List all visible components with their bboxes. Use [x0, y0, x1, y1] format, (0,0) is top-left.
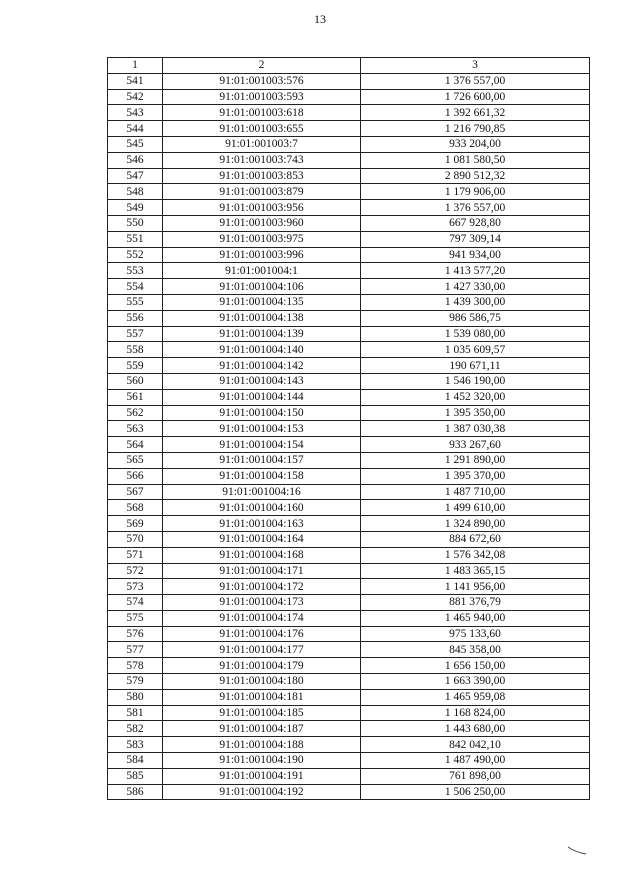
- value-cell: 797 309,14: [361, 231, 590, 247]
- row-number-cell: 554: [108, 279, 163, 295]
- table-row: [108, 721, 590, 737]
- row-number-cell: 546: [108, 152, 163, 168]
- table-row: [108, 215, 590, 231]
- value-cell: 1 465 940,00: [361, 610, 590, 626]
- row-number-cell: 562: [108, 405, 163, 421]
- table-row: [108, 452, 590, 468]
- table-row: [108, 753, 590, 769]
- page-number: 13: [314, 12, 326, 26]
- cadastral-number-cell: 91:01:001004:181: [163, 689, 361, 705]
- cadastral-number-cell: 91:01:001003:7: [163, 136, 361, 152]
- row-number-cell: 572: [108, 563, 163, 579]
- row-number-cell: 563: [108, 421, 163, 437]
- cadastral-number-cell: 91:01:001004:158: [163, 468, 361, 484]
- value-cell: 1 395 370,00: [361, 468, 590, 484]
- row-number-cell: 545: [108, 136, 163, 152]
- table-row: [108, 547, 590, 563]
- table-row: [108, 263, 590, 279]
- cadastral-number-cell: 91:01:001004:139: [163, 326, 361, 342]
- value-cell: 190 671,11: [361, 358, 590, 374]
- value-cell: 1 499 610,00: [361, 500, 590, 516]
- cadastral-number-cell: 91:01:001004:16: [163, 484, 361, 500]
- value-cell: 933 267,60: [361, 437, 590, 453]
- value-cell: 941 934,00: [361, 247, 590, 263]
- cadastral-number-cell: 91:01:001003:975: [163, 231, 361, 247]
- table-row: [108, 531, 590, 547]
- cadastral-number-cell: 91:01:001004:154: [163, 437, 361, 453]
- value-cell: 1 443 680,00: [361, 721, 590, 737]
- row-number-cell: 561: [108, 389, 163, 405]
- table-row: [108, 279, 590, 295]
- row-number-cell: 564: [108, 437, 163, 453]
- value-cell: 842 042,10: [361, 737, 590, 753]
- table-header: [108, 58, 590, 74]
- value-cell: 667 928,80: [361, 215, 590, 231]
- cadastral-number-cell: 91:01:001004:174: [163, 610, 361, 626]
- value-cell: 2 890 512,32: [361, 168, 590, 184]
- value-cell: 1 427 330,00: [361, 279, 590, 295]
- table-row: [108, 121, 590, 137]
- row-number-cell: 547: [108, 168, 163, 184]
- table-row: [108, 184, 590, 200]
- table-row: [108, 500, 590, 516]
- row-number-cell: 573: [108, 579, 163, 595]
- value-cell: 1 179 906,00: [361, 184, 590, 200]
- cadastral-number-cell: 91:01:001004:1: [163, 263, 361, 279]
- value-cell: 1 726 600,00: [361, 89, 590, 105]
- row-number-cell: 553: [108, 263, 163, 279]
- row-number-cell: 569: [108, 516, 163, 532]
- value-cell: 881 376,79: [361, 595, 590, 611]
- table-row: [108, 437, 590, 453]
- row-number-cell: 582: [108, 721, 163, 737]
- cadastral-number-cell: 91:01:001003:655: [163, 121, 361, 137]
- row-number-cell: 566: [108, 468, 163, 484]
- row-number-cell: 574: [108, 595, 163, 611]
- table-row: [108, 294, 590, 310]
- row-number-cell: 549: [108, 200, 163, 216]
- table-row: [108, 152, 590, 168]
- table-row: [108, 405, 590, 421]
- pen-mark-icon: [567, 846, 587, 856]
- table-row: [108, 768, 590, 784]
- table-row: [108, 136, 590, 152]
- value-cell: 1 141 956,00: [361, 579, 590, 595]
- value-cell: 1 452 320,00: [361, 389, 590, 405]
- cadastral-number-cell: 91:01:001004:185: [163, 705, 361, 721]
- row-number-cell: 550: [108, 215, 163, 231]
- row-number-cell: 570: [108, 531, 163, 547]
- table-row: [108, 342, 590, 358]
- cadastral-number-cell: 91:01:001004:106: [163, 279, 361, 295]
- value-cell: 1 465 959,08: [361, 689, 590, 705]
- value-cell: 1 291 890,00: [361, 452, 590, 468]
- table-row: [108, 373, 590, 389]
- value-cell: 845 358,00: [361, 642, 590, 658]
- table-row: [108, 247, 590, 263]
- row-number-cell: 565: [108, 452, 163, 468]
- table-row: [108, 358, 590, 374]
- row-number-cell: 585: [108, 768, 163, 784]
- row-number-cell: 586: [108, 784, 163, 800]
- cadastral-number-cell: 91:01:001004:143: [163, 373, 361, 389]
- value-cell: 975 133,60: [361, 626, 590, 642]
- cadastral-number-cell: 91:01:001004:160: [163, 500, 361, 516]
- row-number-cell: 580: [108, 689, 163, 705]
- column-header-1: 1: [108, 58, 163, 74]
- value-cell: 1 483 365,15: [361, 563, 590, 579]
- cadastral-number-cell: 91:01:001004:192: [163, 784, 361, 800]
- value-cell: 1 413 577,20: [361, 263, 590, 279]
- cadastral-number-cell: 91:01:001003:960: [163, 215, 361, 231]
- row-number-cell: 556: [108, 310, 163, 326]
- cadastral-table-container: [107, 57, 589, 800]
- cadastral-number-cell: 91:01:001004:176: [163, 626, 361, 642]
- value-cell: 1 216 790,85: [361, 121, 590, 137]
- cadastral-number-cell: 91:01:001003:956: [163, 200, 361, 216]
- row-number-cell: 577: [108, 642, 163, 658]
- value-cell: 986 586,75: [361, 310, 590, 326]
- table-row: [108, 737, 590, 753]
- cadastral-number-cell: 91:01:001004:140: [163, 342, 361, 358]
- value-cell: 1 487 490,00: [361, 753, 590, 769]
- cadastral-number-cell: 91:01:001003:593: [163, 89, 361, 105]
- cadastral-number-cell: 91:01:001004:173: [163, 595, 361, 611]
- cadastral-number-cell: 91:01:001004:191: [163, 768, 361, 784]
- cadastral-number-cell: 91:01:001003:618: [163, 105, 361, 121]
- value-cell: 761 898,00: [361, 768, 590, 784]
- row-number-cell: 579: [108, 674, 163, 690]
- value-cell: 1 506 250,00: [361, 784, 590, 800]
- cadastral-number-cell: 91:01:001004:153: [163, 421, 361, 437]
- value-cell: 1 546 190,00: [361, 373, 590, 389]
- row-number-cell: 548: [108, 184, 163, 200]
- value-cell: 1 081 580,50: [361, 152, 590, 168]
- table-row: [108, 421, 590, 437]
- table-row: [108, 563, 590, 579]
- table-row: [108, 784, 590, 800]
- table-row: [108, 105, 590, 121]
- table-row: [108, 674, 590, 690]
- cadastral-number-cell: 91:01:001004:163: [163, 516, 361, 532]
- table-row: [108, 595, 590, 611]
- table-row: [108, 642, 590, 658]
- row-number-cell: 544: [108, 121, 163, 137]
- table-row: [108, 468, 590, 484]
- cadastral-number-cell: 91:01:001004:188: [163, 737, 361, 753]
- cadastral-number-cell: 91:01:001004:171: [163, 563, 361, 579]
- table-row: [108, 200, 590, 216]
- row-number-cell: 571: [108, 547, 163, 563]
- row-number-cell: 576: [108, 626, 163, 642]
- row-number-cell: 584: [108, 753, 163, 769]
- table-row: [108, 168, 590, 184]
- cadastral-number-cell: 91:01:001004:180: [163, 674, 361, 690]
- cadastral-number-cell: 91:01:001004:168: [163, 547, 361, 563]
- cadastral-number-cell: 91:01:001003:853: [163, 168, 361, 184]
- row-number-cell: 542: [108, 89, 163, 105]
- table-row: [108, 310, 590, 326]
- table-row: [108, 689, 590, 705]
- value-cell: 1 487 710,00: [361, 484, 590, 500]
- table-row: [108, 89, 590, 105]
- cadastral-number-cell: 91:01:001004:144: [163, 389, 361, 405]
- column-header-3: 3: [361, 58, 590, 74]
- value-cell: 1 324 890,00: [361, 516, 590, 532]
- value-cell: 1 663 390,00: [361, 674, 590, 690]
- cadastral-number-cell: 91:01:001004:164: [163, 531, 361, 547]
- cadastral-number-cell: 91:01:001004:138: [163, 310, 361, 326]
- row-number-cell: 543: [108, 105, 163, 121]
- row-number-cell: 567: [108, 484, 163, 500]
- cadastral-number-cell: 91:01:001003:996: [163, 247, 361, 263]
- value-cell: 1 387 030,38: [361, 421, 590, 437]
- value-cell: 1 035 609,57: [361, 342, 590, 358]
- row-number-cell: 581: [108, 705, 163, 721]
- cadastral-number-cell: 91:01:001003:879: [163, 184, 361, 200]
- row-number-cell: 555: [108, 294, 163, 310]
- cadastral-number-cell: 91:01:001004:187: [163, 721, 361, 737]
- cadastral-number-cell: 91:01:001004:179: [163, 658, 361, 674]
- header-row: [108, 58, 590, 74]
- row-number-cell: 560: [108, 373, 163, 389]
- cadastral-number-cell: 91:01:001004:172: [163, 579, 361, 595]
- row-number-cell: 578: [108, 658, 163, 674]
- row-number-cell: 551: [108, 231, 163, 247]
- table-body: [108, 73, 590, 800]
- value-cell: 1 656 150,00: [361, 658, 590, 674]
- value-cell: 933 204,00: [361, 136, 590, 152]
- row-number-cell: 583: [108, 737, 163, 753]
- value-cell: 1 168 824,00: [361, 705, 590, 721]
- row-number-cell: 552: [108, 247, 163, 263]
- table-row: [108, 326, 590, 342]
- value-cell: 1 376 557,00: [361, 200, 590, 216]
- table-row: [108, 658, 590, 674]
- table-row: [108, 579, 590, 595]
- cadastral-table: [107, 57, 590, 800]
- cadastral-number-cell: 91:01:001003:743: [163, 152, 361, 168]
- row-number-cell: 541: [108, 73, 163, 89]
- column-header-2: 2: [163, 58, 361, 74]
- table-row: [108, 231, 590, 247]
- row-number-cell: 568: [108, 500, 163, 516]
- value-cell: 1 376 557,00: [361, 73, 590, 89]
- row-number-cell: 575: [108, 610, 163, 626]
- cadastral-number-cell: 91:01:001004:142: [163, 358, 361, 374]
- row-number-cell: 557: [108, 326, 163, 342]
- table-row: [108, 389, 590, 405]
- cadastral-number-cell: 91:01:001003:576: [163, 73, 361, 89]
- table-row: [108, 73, 590, 89]
- row-number-cell: 559: [108, 358, 163, 374]
- value-cell: 1 576 342,08: [361, 547, 590, 563]
- cadastral-number-cell: 91:01:001004:177: [163, 642, 361, 658]
- value-cell: 1 395 350,00: [361, 405, 590, 421]
- table-row: [108, 610, 590, 626]
- value-cell: 1 539 080,00: [361, 326, 590, 342]
- cadastral-number-cell: 91:01:001004:157: [163, 452, 361, 468]
- cadastral-number-cell: 91:01:001004:150: [163, 405, 361, 421]
- table-row: [108, 705, 590, 721]
- table-row: [108, 516, 590, 532]
- table-row: [108, 626, 590, 642]
- value-cell: 1 392 661,32: [361, 105, 590, 121]
- cadastral-number-cell: 91:01:001004:135: [163, 294, 361, 310]
- value-cell: 1 439 300,00: [361, 294, 590, 310]
- cadastral-number-cell: 91:01:001004:190: [163, 753, 361, 769]
- table-row: [108, 484, 590, 500]
- row-number-cell: 558: [108, 342, 163, 358]
- value-cell: 884 672,60: [361, 531, 590, 547]
